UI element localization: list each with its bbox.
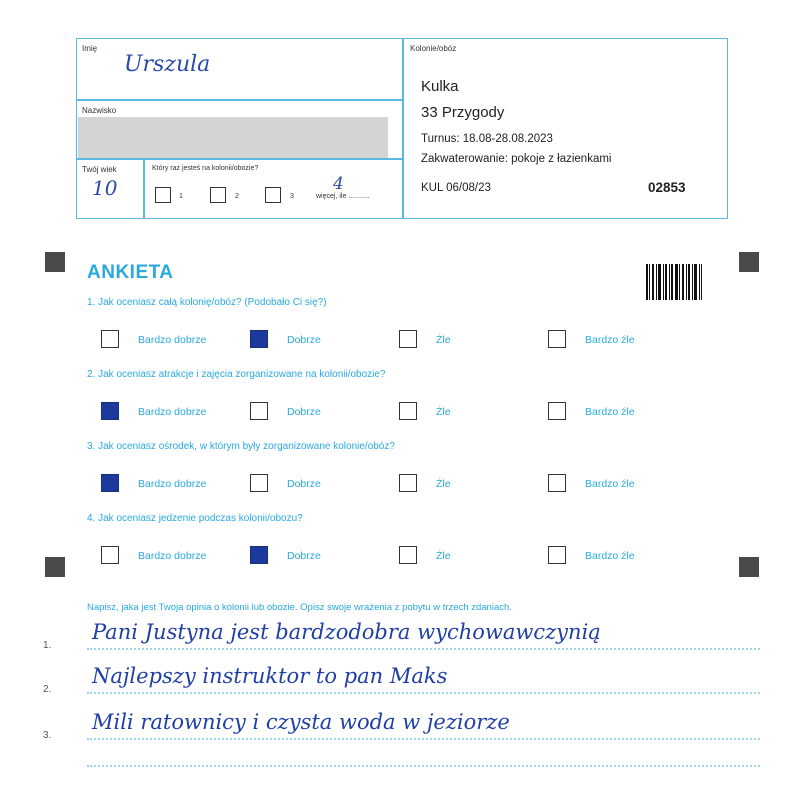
- times-more-label: więcej, ile ...........: [316, 193, 370, 200]
- answer-label: Dobrze: [287, 406, 321, 418]
- line-number: 2.: [43, 684, 52, 695]
- answer-label: Bardzo źle: [585, 334, 635, 346]
- answer-checkbox[interactable]: [399, 474, 417, 492]
- answer-label: Źle: [436, 406, 451, 418]
- registration-marker: [739, 557, 759, 577]
- answer-label: Bardzo dobrze: [138, 478, 207, 490]
- age-label: Twój wiek: [82, 165, 117, 174]
- first-name-label: Imię: [82, 44, 98, 53]
- registration-marker: [45, 252, 65, 272]
- last-name-label: Nazwisko: [82, 106, 117, 115]
- answer-label: Bardzo dobrze: [138, 550, 207, 562]
- answer-checkbox[interactable]: [101, 546, 119, 564]
- times-label: Który raz jesteś na kolonii/obozie?: [152, 165, 259, 172]
- barcode: [646, 264, 702, 300]
- answer-checkbox[interactable]: [548, 330, 566, 348]
- times-option-1: 1: [179, 193, 183, 200]
- question-text: 2. Jak oceniasz atrakcje i zajęcia zorganizowane na kolonii/obozie?: [87, 369, 386, 380]
- times-option-3: 3: [290, 193, 294, 200]
- times-more-value: 4: [333, 174, 344, 194]
- accommodation: Zakwaterowanie: pokoje z łazienkami: [421, 153, 612, 165]
- answer-checkbox[interactable]: [548, 474, 566, 492]
- writing-line: [87, 692, 760, 694]
- camp-name: Kulka: [421, 78, 459, 95]
- answer-label: Źle: [436, 550, 451, 562]
- camp-label: Kolonie/obóz: [410, 44, 457, 53]
- age-value: 10: [92, 176, 118, 200]
- answer-checkbox[interactable]: [250, 474, 268, 492]
- answer-checkbox[interactable]: [250, 546, 268, 564]
- header-row-line: [76, 99, 402, 101]
- answer-label: Dobrze: [287, 478, 321, 490]
- answer-checkbox[interactable]: [548, 546, 566, 564]
- answer-checkbox[interactable]: [548, 402, 566, 420]
- camp-code: KUL 06/08/23: [421, 182, 491, 194]
- line-number: 3.: [43, 730, 52, 741]
- writing-line: [87, 765, 760, 767]
- question-text: 1. Jak oceniasz całą kolonię/obóz? (Podobało Ci się?): [87, 297, 327, 308]
- writing-line: [87, 738, 760, 740]
- handwritten-answer: Mili ratownicy i czysta woda w jeziorze: [92, 710, 510, 734]
- answer-checkbox[interactable]: [101, 402, 119, 420]
- header-row-line: [76, 158, 402, 160]
- first-name-value: Urszula: [124, 52, 211, 77]
- registration-marker: [739, 252, 759, 272]
- times-option-2: 2: [235, 193, 239, 200]
- times-checkbox-3[interactable]: [265, 187, 281, 203]
- answer-label: Bardzo źle: [585, 406, 635, 418]
- answer-checkbox[interactable]: [250, 402, 268, 420]
- handwritten-answer: Pani Justyna jest bardzodobra wychowawczynią: [92, 620, 601, 644]
- answer-checkbox[interactable]: [101, 330, 119, 348]
- answer-label: Dobrze: [287, 334, 321, 346]
- survey-title: ANKIETA: [87, 262, 174, 283]
- answer-label: Dobrze: [287, 550, 321, 562]
- answer-label: Bardzo źle: [585, 550, 635, 562]
- answer-checkbox[interactable]: [399, 402, 417, 420]
- header-divider: [402, 38, 404, 219]
- question-text: 4. Jak oceniasz jedzenie podczas kolonii/obozu?: [87, 513, 303, 524]
- answer-label: Bardzo dobrze: [138, 334, 207, 346]
- answer-checkbox[interactable]: [399, 546, 417, 564]
- opinion-prompt: Napisz, jaka jest Twoja opinia o kolonii lub obozie. Opisz swoje wrażenia z pobytu w trzech zdaniach.: [87, 602, 512, 613]
- form-number: 02853: [648, 180, 686, 195]
- answer-checkbox[interactable]: [399, 330, 417, 348]
- header-col-line: [143, 158, 145, 219]
- turnus: Turnus: 18.08-28.08.2023: [421, 133, 553, 145]
- writing-line: [87, 648, 760, 650]
- answer-checkbox[interactable]: [101, 474, 119, 492]
- times-checkbox-1[interactable]: [155, 187, 171, 203]
- times-checkbox-2[interactable]: [210, 187, 226, 203]
- answer-checkbox[interactable]: [250, 330, 268, 348]
- question-text: 3. Jak oceniasz ośrodek, w którym były zorganizowane kolonie/obóz?: [87, 441, 395, 452]
- answer-label: Bardzo źle: [585, 478, 635, 490]
- line-number: 1.: [43, 640, 52, 651]
- answer-label: Źle: [436, 334, 451, 346]
- registration-marker: [45, 557, 65, 577]
- answer-label: Bardzo dobrze: [138, 406, 207, 418]
- answer-label: Źle: [436, 478, 451, 490]
- camp-title: 33 Przygody: [421, 104, 505, 121]
- handwritten-answer: Najlepszy instruktor to pan Maks: [92, 664, 448, 688]
- redacted-last-name: [78, 117, 388, 158]
